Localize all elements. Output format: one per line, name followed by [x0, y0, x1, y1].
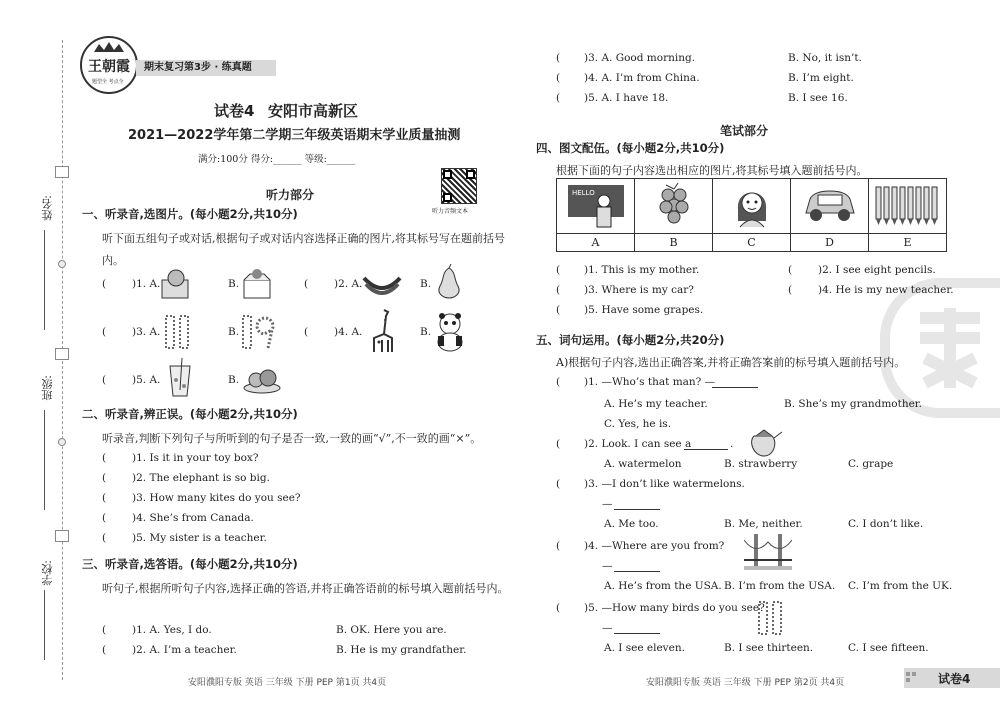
- p4-q5-paren: (: [556, 304, 561, 316]
- qr-caption: 听力音频文本: [432, 208, 469, 215]
- class-fill-line: [44, 410, 45, 510]
- p2-q5-text: )5. My sister is a teacher.: [132, 532, 267, 544]
- p5-q1-paren: (: [556, 376, 561, 388]
- part3-heading: 三、听录音,选答语。(每小题2分,共10分): [82, 557, 298, 571]
- p2-q3-paren: (: [102, 492, 107, 504]
- picture-label-c: C: [713, 234, 791, 252]
- p1-q5-b: B.: [228, 374, 240, 386]
- qr-code[interactable]: [441, 168, 477, 204]
- svg-text:HELLO: HELLO: [571, 188, 595, 197]
- p5-q1-c: C. Yes, he is.: [604, 418, 672, 430]
- p1-q1-text: )1. A.: [132, 278, 161, 290]
- grapes-icon: [654, 181, 694, 229]
- binding-line: [62, 40, 63, 680]
- brand-name: 王朝霞: [88, 59, 130, 75]
- p5-q1-b: B. She’s my grandmother.: [784, 398, 923, 410]
- binding-mark: [55, 530, 69, 542]
- p2-q4-paren: (: [102, 512, 107, 524]
- score-line: 满分:100分 得分:______ 等级:______: [198, 154, 356, 165]
- p5-q1-blank[interactable]: [712, 376, 758, 388]
- paper-region: 安阳市高新区: [268, 102, 359, 120]
- p5-q4-dash: —: [602, 560, 613, 572]
- fruit-plate-icon: [242, 362, 282, 396]
- picture-label-d: D: [791, 234, 869, 252]
- p5-q2-a: A. watermelon: [604, 458, 682, 470]
- mother-portrait-icon: [732, 181, 772, 229]
- ball-on-box-icon: [240, 266, 274, 300]
- part3-instruction: 听句子,根据所听句子内容,选择正确的答语,并将正确答语前的标号填入题前括号内。: [102, 582, 509, 595]
- p4-q4-paren: (: [788, 284, 793, 296]
- picture-b-cell: [635, 179, 713, 234]
- p5-q2-text: )2. Look. I can see a: [584, 438, 692, 450]
- margin-name-label: 姓名:: [41, 195, 54, 221]
- p1-q4-b: B.: [420, 326, 432, 338]
- p2-q2-paren: (: [102, 472, 107, 484]
- p5-q5-paren: (: [556, 602, 561, 614]
- p1-q2-b: B.: [420, 278, 432, 290]
- p3-q3-a: )3. A. Good morning.: [584, 52, 696, 64]
- juice-glass-icon: [164, 356, 196, 398]
- p2-q1-text: )1. Is it in your toy box?: [132, 452, 259, 464]
- p5-q4-blank[interactable]: [614, 560, 660, 572]
- p5-q3-c: C. I don’t like.: [848, 518, 924, 530]
- p1-q4-text: )4. A.: [334, 326, 363, 338]
- picture-c-cell: [713, 179, 791, 234]
- footer-left: 安阳濮阳专版 英语 三年级 下册 PEP 第1页 共4页: [188, 678, 387, 688]
- golden-gate-bridge-icon: [744, 530, 792, 576]
- p5-q2-blank[interactable]: [684, 438, 728, 450]
- writing-section-title: 笔试部分: [720, 124, 769, 138]
- step-banner: 期末复习第3步 · 练真题: [136, 60, 276, 76]
- p5-q4-a: A. He’s from the USA.: [604, 580, 722, 592]
- p5-q3-dash: —: [602, 498, 613, 510]
- margin-school-label: 学校:: [41, 560, 54, 586]
- picture-d-cell: [791, 179, 869, 234]
- binding-mark: [55, 166, 69, 178]
- p5-q3-a: A. Me too.: [604, 518, 659, 530]
- giraffe-icon: [364, 308, 398, 354]
- p5-q5-c: C. I see fifteen.: [848, 642, 929, 654]
- paper-subtitle: 2021—2022学年第二学期三年级英语期末学业质量抽测: [128, 128, 461, 143]
- p1-q3-paren: (: [102, 326, 107, 338]
- p4-q5-text: )5. Have some grapes.: [584, 304, 704, 316]
- watermark-glyph-icon: [900, 298, 1000, 398]
- p4-q1-paren: (: [556, 264, 561, 276]
- teacher-blackboard-icon: [566, 181, 626, 229]
- ball-in-box-icon: [160, 266, 194, 300]
- p4-q1-text: )1. This is my mother.: [584, 264, 700, 276]
- number-eleven-icon: [160, 312, 194, 352]
- p5-q3-paren: (: [556, 478, 561, 490]
- p1-q5-paren: (: [102, 374, 107, 386]
- p1-q3-text: )3. A.: [132, 326, 161, 338]
- p5-q5-blank[interactable]: [614, 622, 660, 634]
- p3-q4-a: )4. A. I’m from China.: [584, 72, 700, 84]
- p3-q4-b: B. I’m eight.: [788, 72, 854, 84]
- p2-q3-text: )3. How many kites do you see?: [132, 492, 301, 504]
- p5-q5-dash: —: [602, 622, 613, 634]
- p3-q1-paren: (: [102, 624, 107, 636]
- p3-q5-b: B. I see 16.: [788, 92, 848, 104]
- part4-instruction: 根据下面的句子内容选出相应的图片,将其标号填入题前括号内。: [556, 164, 868, 177]
- p5-q4-paren: (: [556, 540, 561, 552]
- picture-label-e: E: [869, 234, 947, 252]
- footer-paper-tag: 试卷4: [938, 672, 971, 686]
- p5-q4-c: C. I’m from the UK.: [848, 580, 953, 592]
- pear-icon: [434, 264, 464, 300]
- part2-heading: 二、听录音,辨正误。(每小题2分,共10分): [82, 407, 298, 421]
- p5-q4-b: B. I’m from the USA.: [724, 580, 836, 592]
- p3-q2-paren: (: [102, 644, 107, 656]
- car-icon: [800, 181, 860, 229]
- p4-q2-paren: (: [788, 264, 793, 276]
- picture-a-cell: [557, 179, 635, 234]
- p1-q2-paren: (: [304, 278, 309, 290]
- p5-q2-b: B. strawberry: [724, 458, 798, 470]
- number-nineteen-icon: [240, 312, 280, 352]
- binding-mark: [55, 348, 69, 360]
- p1-q4-paren: (: [304, 326, 309, 338]
- brand-logo: [80, 36, 138, 94]
- p3-q5-paren: (: [556, 92, 561, 104]
- p3-q3-paren: (: [556, 52, 561, 64]
- part2-instruction: 听录音,判断下列句子与所听到的句子是否一致,一致的画“√”,不一致的画“×”。: [102, 432, 482, 445]
- binding-hole: [58, 438, 66, 446]
- p5-q1-a: A. He’s my teacher.: [604, 398, 708, 410]
- p5-q2-c: C. grape: [848, 458, 894, 470]
- p5-q3-text: )3. —I don’t like watermelons.: [584, 478, 745, 490]
- binding-hole: [58, 260, 66, 268]
- p4-q4-text: )4. He is my new teacher.: [818, 284, 954, 296]
- p5-q4-text: )4. —Where are you from?: [584, 540, 725, 552]
- picture-label-a: A: [557, 234, 635, 252]
- picture-label-b: B: [635, 234, 713, 252]
- picture-e-cell: [869, 179, 947, 234]
- margin-class-label: 班级:: [41, 375, 54, 401]
- part5-heading: 五、词句运用。(每小题2分,共20分): [536, 333, 725, 347]
- p5-q1-text: )1. —Who’s that man? —: [584, 376, 716, 388]
- p2-q5-paren: (: [102, 532, 107, 544]
- school-fill-line: [44, 590, 45, 660]
- p5-q5-a: A. I see eleven.: [604, 642, 685, 654]
- p4-q3-text: )3. Where is my car?: [584, 284, 694, 296]
- listening-section-title: 听力部分: [266, 188, 315, 202]
- p1-q3-b: B.: [228, 326, 240, 338]
- picture-match-table: [556, 178, 947, 252]
- p4-q3-paren: (: [556, 284, 561, 296]
- p1-q1-paren: (: [102, 278, 107, 290]
- p2-q4-text: )4. She’s from Canada.: [132, 512, 254, 524]
- footer-right: 安阳濮阳专版 英语 三年级 下册 PEP 第2页 共4页: [646, 678, 845, 688]
- p1-q2-text: )2. A.: [334, 278, 363, 290]
- p2-q1-paren: (: [102, 452, 107, 464]
- p3-q2-a: )2. A. I’m a teacher.: [132, 644, 237, 656]
- footer-tag-band: [904, 668, 1000, 688]
- panda-icon: [432, 310, 468, 352]
- p4-q2-text: )2. I see eight pencils.: [818, 264, 936, 276]
- part1-heading: 一、听录音,选图片。(每小题2分,共10分): [82, 207, 298, 221]
- p5-q5-text: )5. —How many birds do you see?: [584, 602, 765, 614]
- number-eleven-icon: [754, 598, 786, 638]
- p3-q2-b: B. He is my grandfather.: [336, 644, 467, 656]
- watermark-seal: [880, 278, 1000, 418]
- part5-sub-a: A)根据句子内容,选出正确答案,并将正确答案前的标号填入题前括号内。: [556, 356, 906, 369]
- bananas-icon: [362, 268, 402, 300]
- p3-q1-b: B. OK. Here you are.: [336, 624, 447, 636]
- eight-pencils-icon: [872, 181, 944, 229]
- p3-q5-a: )5. A. I have 18.: [584, 92, 669, 104]
- p1-q1-b: B.: [228, 278, 240, 290]
- name-fill-line: [44, 230, 45, 330]
- p1-q5-text: )5. A.: [132, 374, 161, 386]
- part4-heading: 四、图文配伍。(每小题2分,共10分): [536, 141, 725, 155]
- strawberry-icon: [744, 428, 784, 458]
- p3-q4-paren: (: [556, 72, 561, 84]
- p2-q2-text: )2. The elephant is so big.: [132, 472, 270, 484]
- p3-q1-a: )1. A. Yes, I do.: [132, 624, 212, 636]
- p3-q3-b: B. No, it isn’t.: [788, 52, 862, 64]
- p5-q3-b: B. Me, neither.: [724, 518, 803, 530]
- part1-instruction: 听下面五组句子或对话,根据句子或对话内容选择正确的图片,将其标号写在题前括号内。: [102, 232, 505, 267]
- p5-q3-blank[interactable]: [614, 498, 660, 510]
- p5-q2-paren: (: [556, 438, 561, 450]
- p5-q5-b: B. I see thirteen.: [724, 642, 814, 654]
- brand-tagline: 题型全 考点全: [92, 79, 124, 85]
- paper-number: 试卷4: [214, 102, 255, 120]
